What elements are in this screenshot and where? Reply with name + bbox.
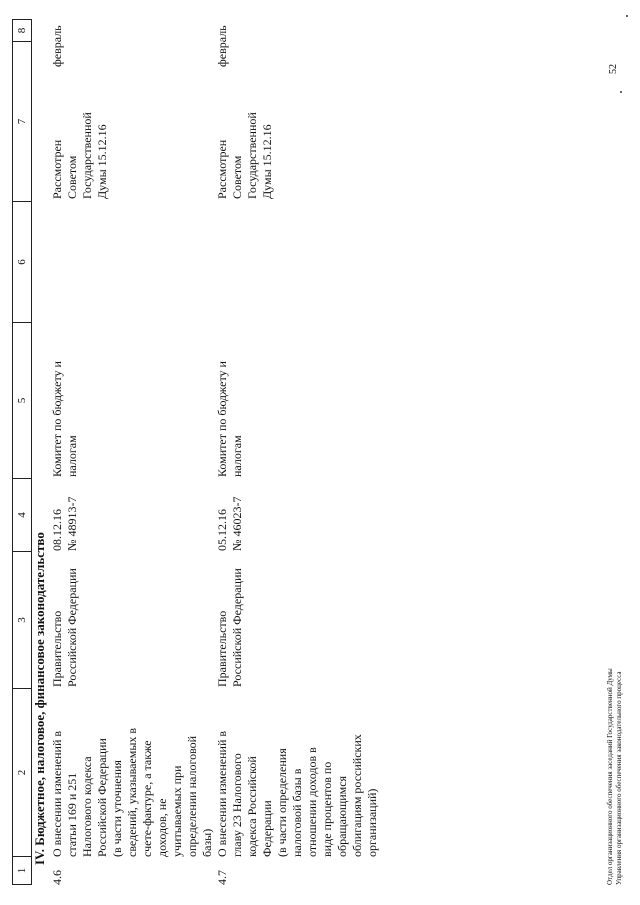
- col-number-5: 5: [13, 323, 31, 479]
- scan-speck: [626, 15, 628, 17]
- planned-month: февраль: [50, 25, 64, 67]
- footer-directorate: Управления организационного обеспечения законодательного процесса: [615, 671, 623, 885]
- footer: [606, 668, 624, 885]
- bill-registration: 05.12.16 № 46023-7: [215, 496, 244, 551]
- row-number: 4.7: [215, 870, 229, 885]
- page-number: 52: [608, 64, 619, 74]
- row-number: 4.6: [50, 870, 64, 885]
- col-number-4: 4: [13, 479, 31, 552]
- col-number-2: 2: [13, 689, 31, 857]
- responsible-committee: Комитет по бюджету и налогам: [215, 361, 244, 477]
- bill-initiator: Правительство Российской Федерации: [50, 568, 79, 687]
- col-number-7: 7: [13, 42, 31, 202]
- bill-status: Рассмотрен Советом Государственной Думы 15.12.16: [50, 112, 109, 199]
- col-number-8: 8: [13, 19, 31, 42]
- col-number-3: 3: [13, 552, 31, 689]
- column-number-header: [12, 19, 32, 885]
- planned-month: февраль: [215, 25, 229, 67]
- bill-status: Рассмотрен Советом Государственной Думы 15.12.16: [215, 112, 274, 199]
- section-title: IV. Бюджетное, налоговое, финансовое законодательство: [32, 532, 47, 865]
- bill-registration: 08.12.16 № 48913-7: [50, 496, 79, 551]
- bill-title: О внесении изменений в статьи 169 и 251 Налогового кодекса Российской Федерации (в части уточнения сведений, указываемых в счете-фактуре, а также доходов, не учитываемых при определении налоговой базы): [50, 727, 214, 857]
- col-number-6: 6: [13, 202, 31, 323]
- footer-department: Отдел организационного обеспечения заседаний Государственной Думы: [606, 668, 614, 885]
- responsible-committee: Комитет по бюджету и налогам: [50, 361, 79, 477]
- bill-initiator: Правительство Российской Федерации: [215, 568, 244, 687]
- bill-title: О внесении изменений в главу 23 Налогового кодекса Российской Федерации (в части определения налоговой базы в отношении доходов в виде процентов по обращающимся облигациям российских организаций): [215, 730, 379, 857]
- col-number-1: 1: [13, 857, 31, 885]
- scan-speck: [620, 91, 622, 93]
